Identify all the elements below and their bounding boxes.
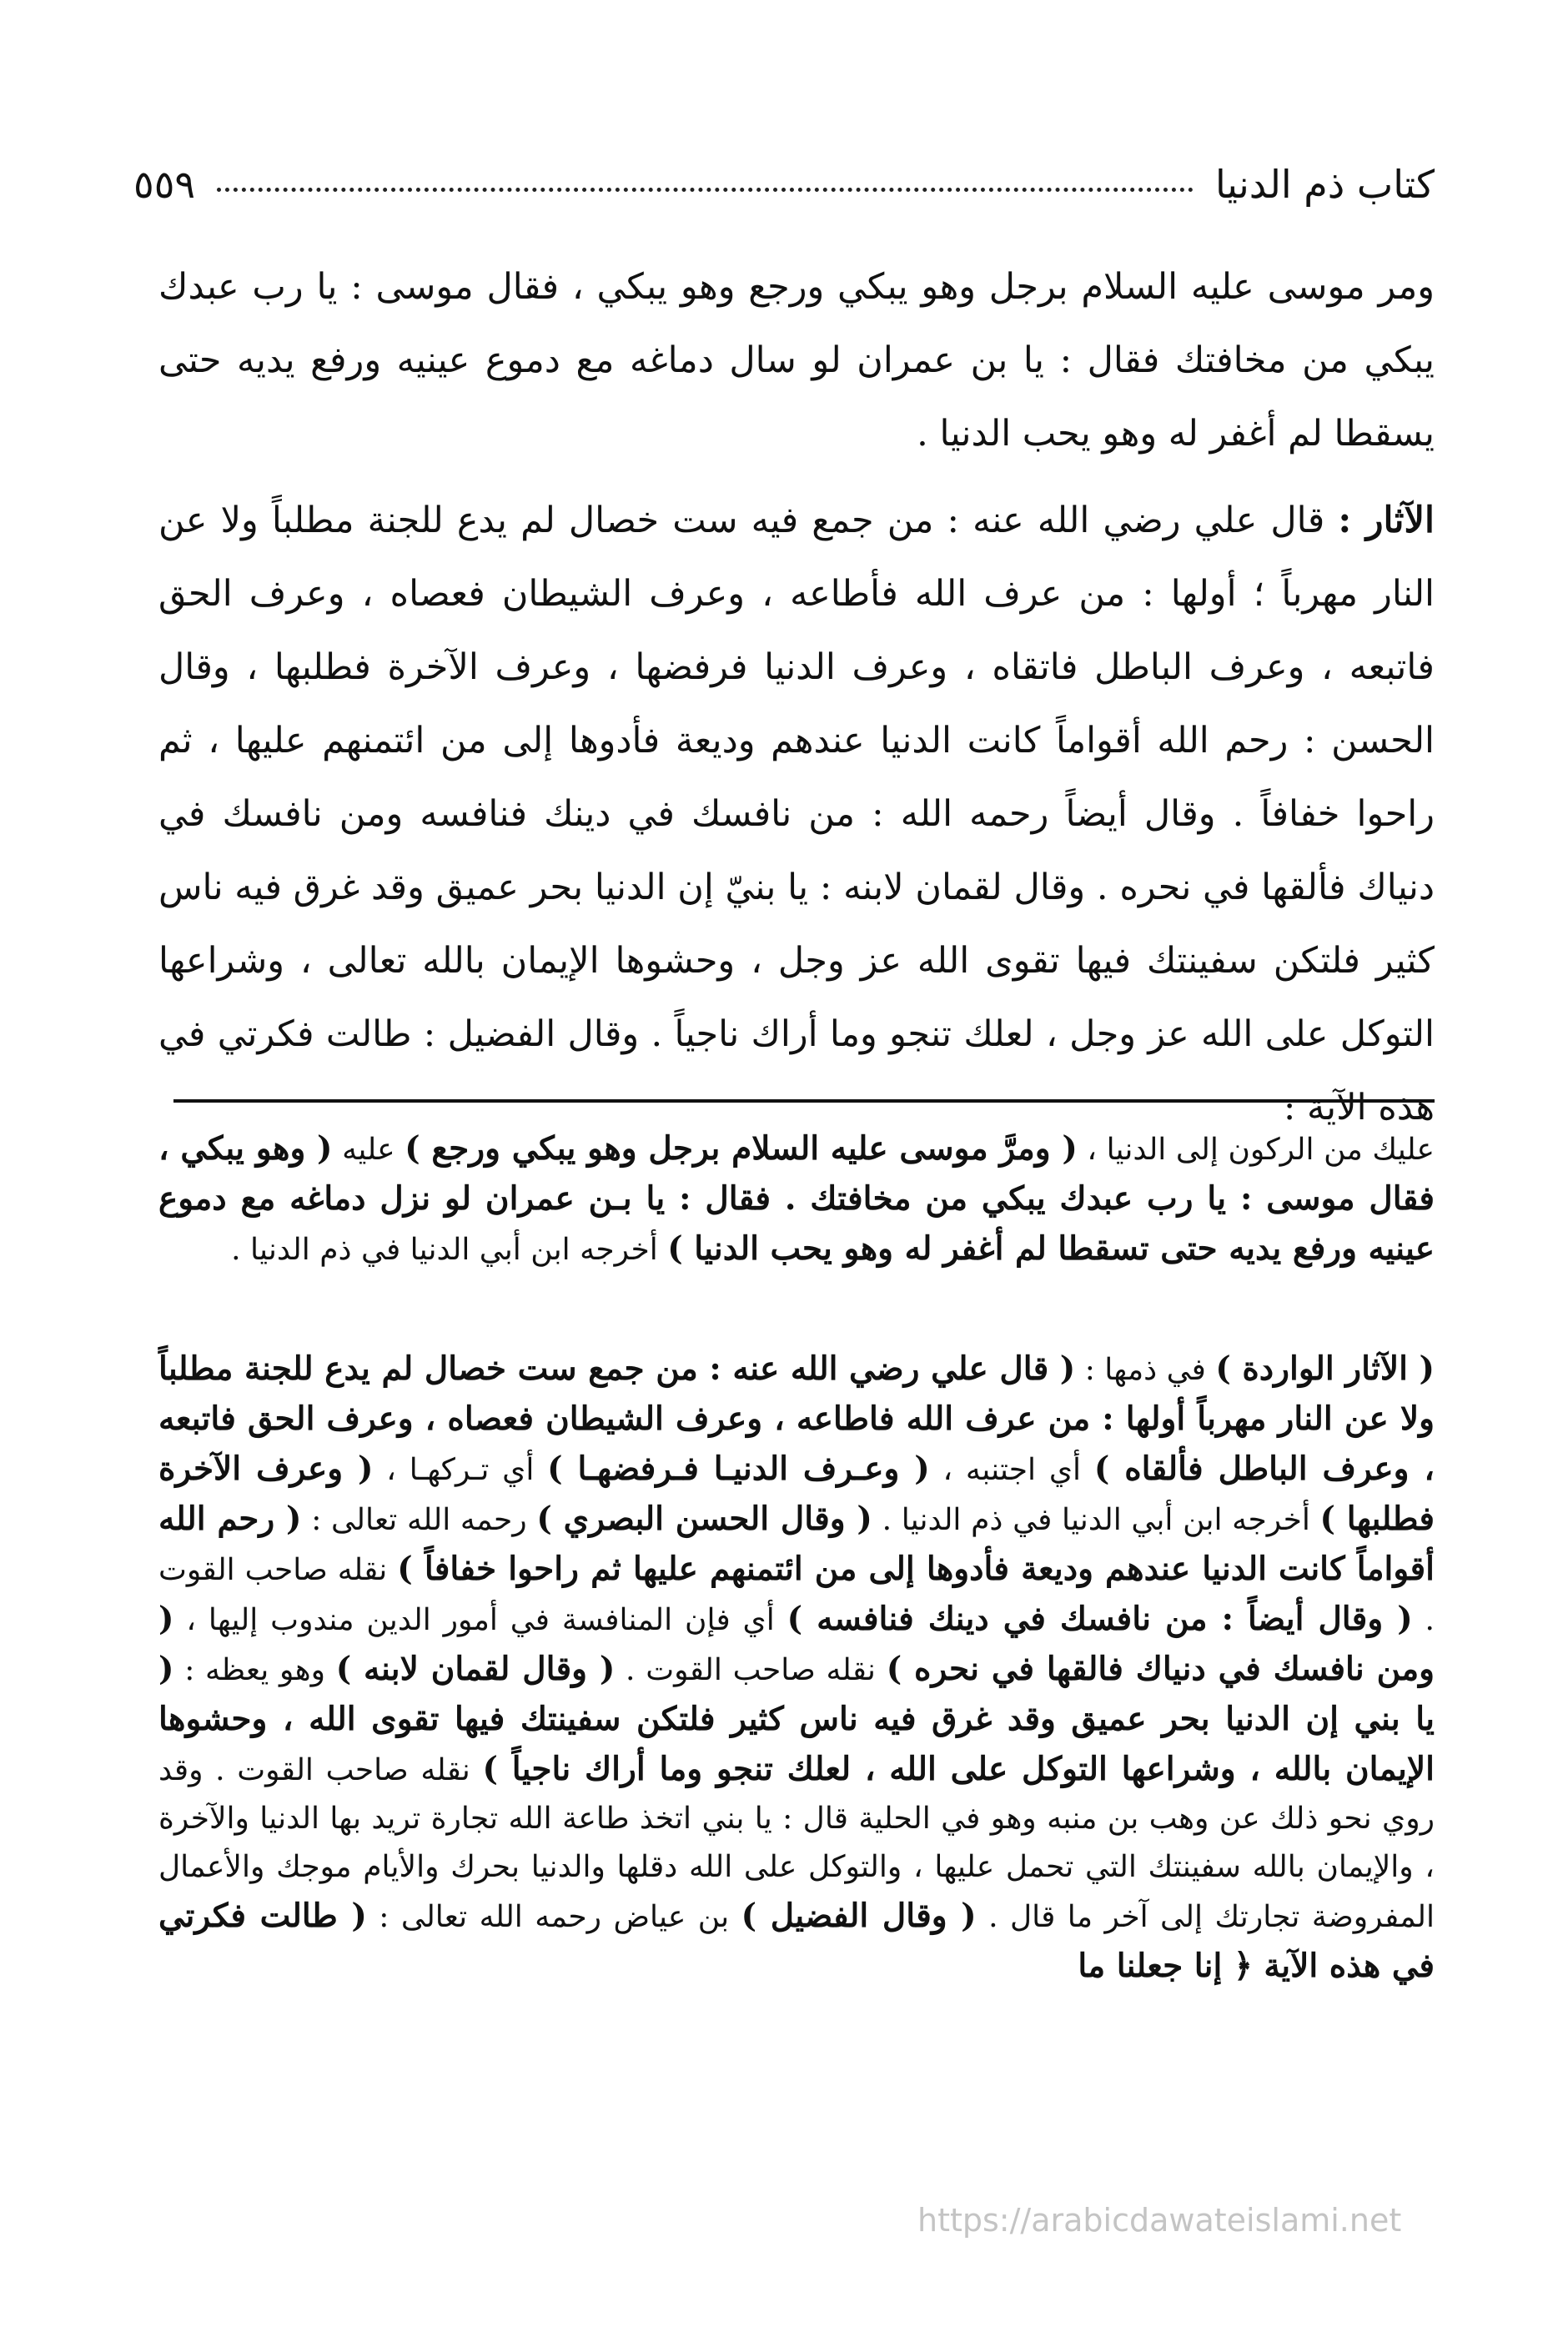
commentary-text: أي اجتنبه ، xyxy=(929,1453,1094,1487)
commentary-text: أي تـركهـا ، xyxy=(373,1453,548,1487)
commentary-text: أخرجه ابن أبي الدنيا في ذم الدنيا . xyxy=(231,1233,668,1267)
quoted-text: ( وعرف الآخرة فطلبها ) xyxy=(158,1450,1435,1538)
book-title: كتاب ذم الدنيا xyxy=(1215,162,1435,207)
commentary-paragraph-1 xyxy=(158,1124,1435,1274)
quoted-text: ( ومن نافسك في دنياك فالقها في نحره ) xyxy=(158,1600,1435,1688)
athar-heading: الآثار : xyxy=(1338,500,1435,541)
athar-paragraph xyxy=(158,484,1435,1144)
athar-text: قال علي رضي الله عنه : من جمع فيه ست خصال لم يدع للجنة مطلباً ولا عن النار مهرباً ؛ أولها : من عرف الله فأطاعه ، وعرف الشيطان فعصاه ، وعرف الحق فاتبعه ، وعرف الباطل فاتقاه ، وعرف الدنيا فرفضها ، وعرف الآخرة فطلبها ، وقال الحسن : رحم الله أقواماً كانت الدنيا عندهم وديعة فأدوها إلى من ائتمنهم عليها ، ثم راحوا خفافاً . وقال أيضاً رحمه الله : من نافسك في دينك فنافسه ومن نافسك في دنياك فألقها في نحره . وقال لقمان لابنه : يا بنيّ إن الدنيا بحر عميق وقد غرق فيه ناس كثير فلتكن سفينتك فيها تقوى الله عز وجل ، وحشوها الإيمان بالله تعالى ، وشراعها التوكل على الله عز وجل ، لعلك تنجو وما أراك ناجياً . وقال الفضيل : طالت فكرتي في هذه الآية : xyxy=(158,500,1435,1128)
quoted-text: ( طالت فكرتي في هذه الآية ﴿ إنا جعلنا ما xyxy=(158,1897,1435,1985)
quoted-text: ( وقال الحسن البصري ) xyxy=(536,1500,872,1538)
leader-dots xyxy=(217,187,1194,192)
commentary-paragraph-2 xyxy=(158,1344,1435,1992)
commentary xyxy=(158,1124,1435,1992)
watermark-url: https://arabicdawateislami.net xyxy=(917,2202,1402,2239)
quoted-text: ( رحم الله أقواماً كانت الدنيا عندهم وديعة فأدوها إلى من ائتمنهم عليها ثم راحوا خفافاً ) xyxy=(158,1500,1435,1588)
commentary-text: رحمه الله تعالى : xyxy=(301,1503,537,1537)
quoted-text: ( الآثار الواردة ) xyxy=(1215,1349,1435,1388)
quoted-text: ( وهو يبكي ، فقال موسى : يا رب عبدك يبكي من مخافتك . فقال : يا بـن عمران لو نزل دماغه مع دموع عينيه ورفع يديه حتى تسقطا لم أغفر له وهو يحب الدنيا ) xyxy=(158,1129,1435,1268)
page-header xyxy=(133,148,1435,207)
quoted-text: ( يا بني إن الدنيا بحر عميق وقد غرق فيه ناس كثير فلتكن سفينتك فيها تقوى الله ، وحشوها الإيمان بالله ، وشراعها التوكل على الله ، لعلك تنجو وما أراك ناجياً ) xyxy=(158,1650,1435,1788)
quoted-text: ( وقال أيضاً : من نافسك في دينك فنافسه ) xyxy=(787,1600,1413,1638)
quoted-text: ( وقال لقمان لابنه ) xyxy=(335,1650,616,1688)
page-number: ٥٥٩ xyxy=(133,162,196,207)
commentary-text: بن عياض رحمه الله تعالى : xyxy=(366,1900,741,1934)
commentary-text: نقله صاحب القوت . xyxy=(158,1553,1435,1637)
commentary-text: نقله صاحب القوت . xyxy=(615,1653,887,1687)
quoted-text: ( وعـرف الدنيـا فـرفضهـا ) xyxy=(547,1450,930,1488)
footnote-divider xyxy=(173,1099,1435,1103)
quoted-text: ( ومرَّ موسى عليه السلام برجل وهو يبكي ورجع ) xyxy=(405,1129,1078,1168)
commentary-text: أخرجه ابن أبي الدنيا في ذم الدنيا . xyxy=(872,1503,1320,1537)
commentary-text: أي فإن المنافسة في أمور الدين مندوب إليها ، xyxy=(173,1603,787,1637)
commentary-text: في ذمها : xyxy=(1075,1353,1216,1387)
commentary-text: وهو يعظه : xyxy=(173,1653,336,1687)
commentary-text: نقله صاحب القوت . وقد روي نحو ذلك عن وهب بن منبه وهو في الحلية قال : يا بني اتخذ طاعة الله تجارة تريد بها الدنيا والآخرة ، والإيمان بالله سفينتك التي تحمل عليها ، والتوكل على الله دقلها والدنيا بحرك والأيام موجك والأعمال المفروضة تجارتك إلى آخر ما قال . xyxy=(158,1753,1435,1934)
quoted-text: ( قال علي رضي الله عنه : من جمع ست خصال لم يدع للجنة مطلباً ولا عن النار مهرباً أولها : من عرف الله فاطاعه ، وعرف الشيطان فعصاه ، وعرف الحق فاتبعه ، وعرف الباطل فألقاه ) xyxy=(158,1349,1435,1488)
commentary-text: عليك من الركون إلى الدنيا ، xyxy=(1077,1133,1435,1167)
paragraph-gap xyxy=(158,1274,1435,1344)
quoted-text: ( وقال الفضيل ) xyxy=(741,1897,977,1935)
main-paragraph: ومر موسى عليه السلام برجل وهو يبكي ورجع وهو يبكي ، فقال موسى : يا رب عبدك يبكي من مخافتك فقال : يا بن عمران لو سال دماغه مع دموع عينيه ورفع يديه حتى يسقطا لم أغفر له وهو يحب الدنيا . xyxy=(158,266,1435,455)
commentary-text: عليه xyxy=(332,1133,405,1167)
main-text xyxy=(158,250,1435,1158)
